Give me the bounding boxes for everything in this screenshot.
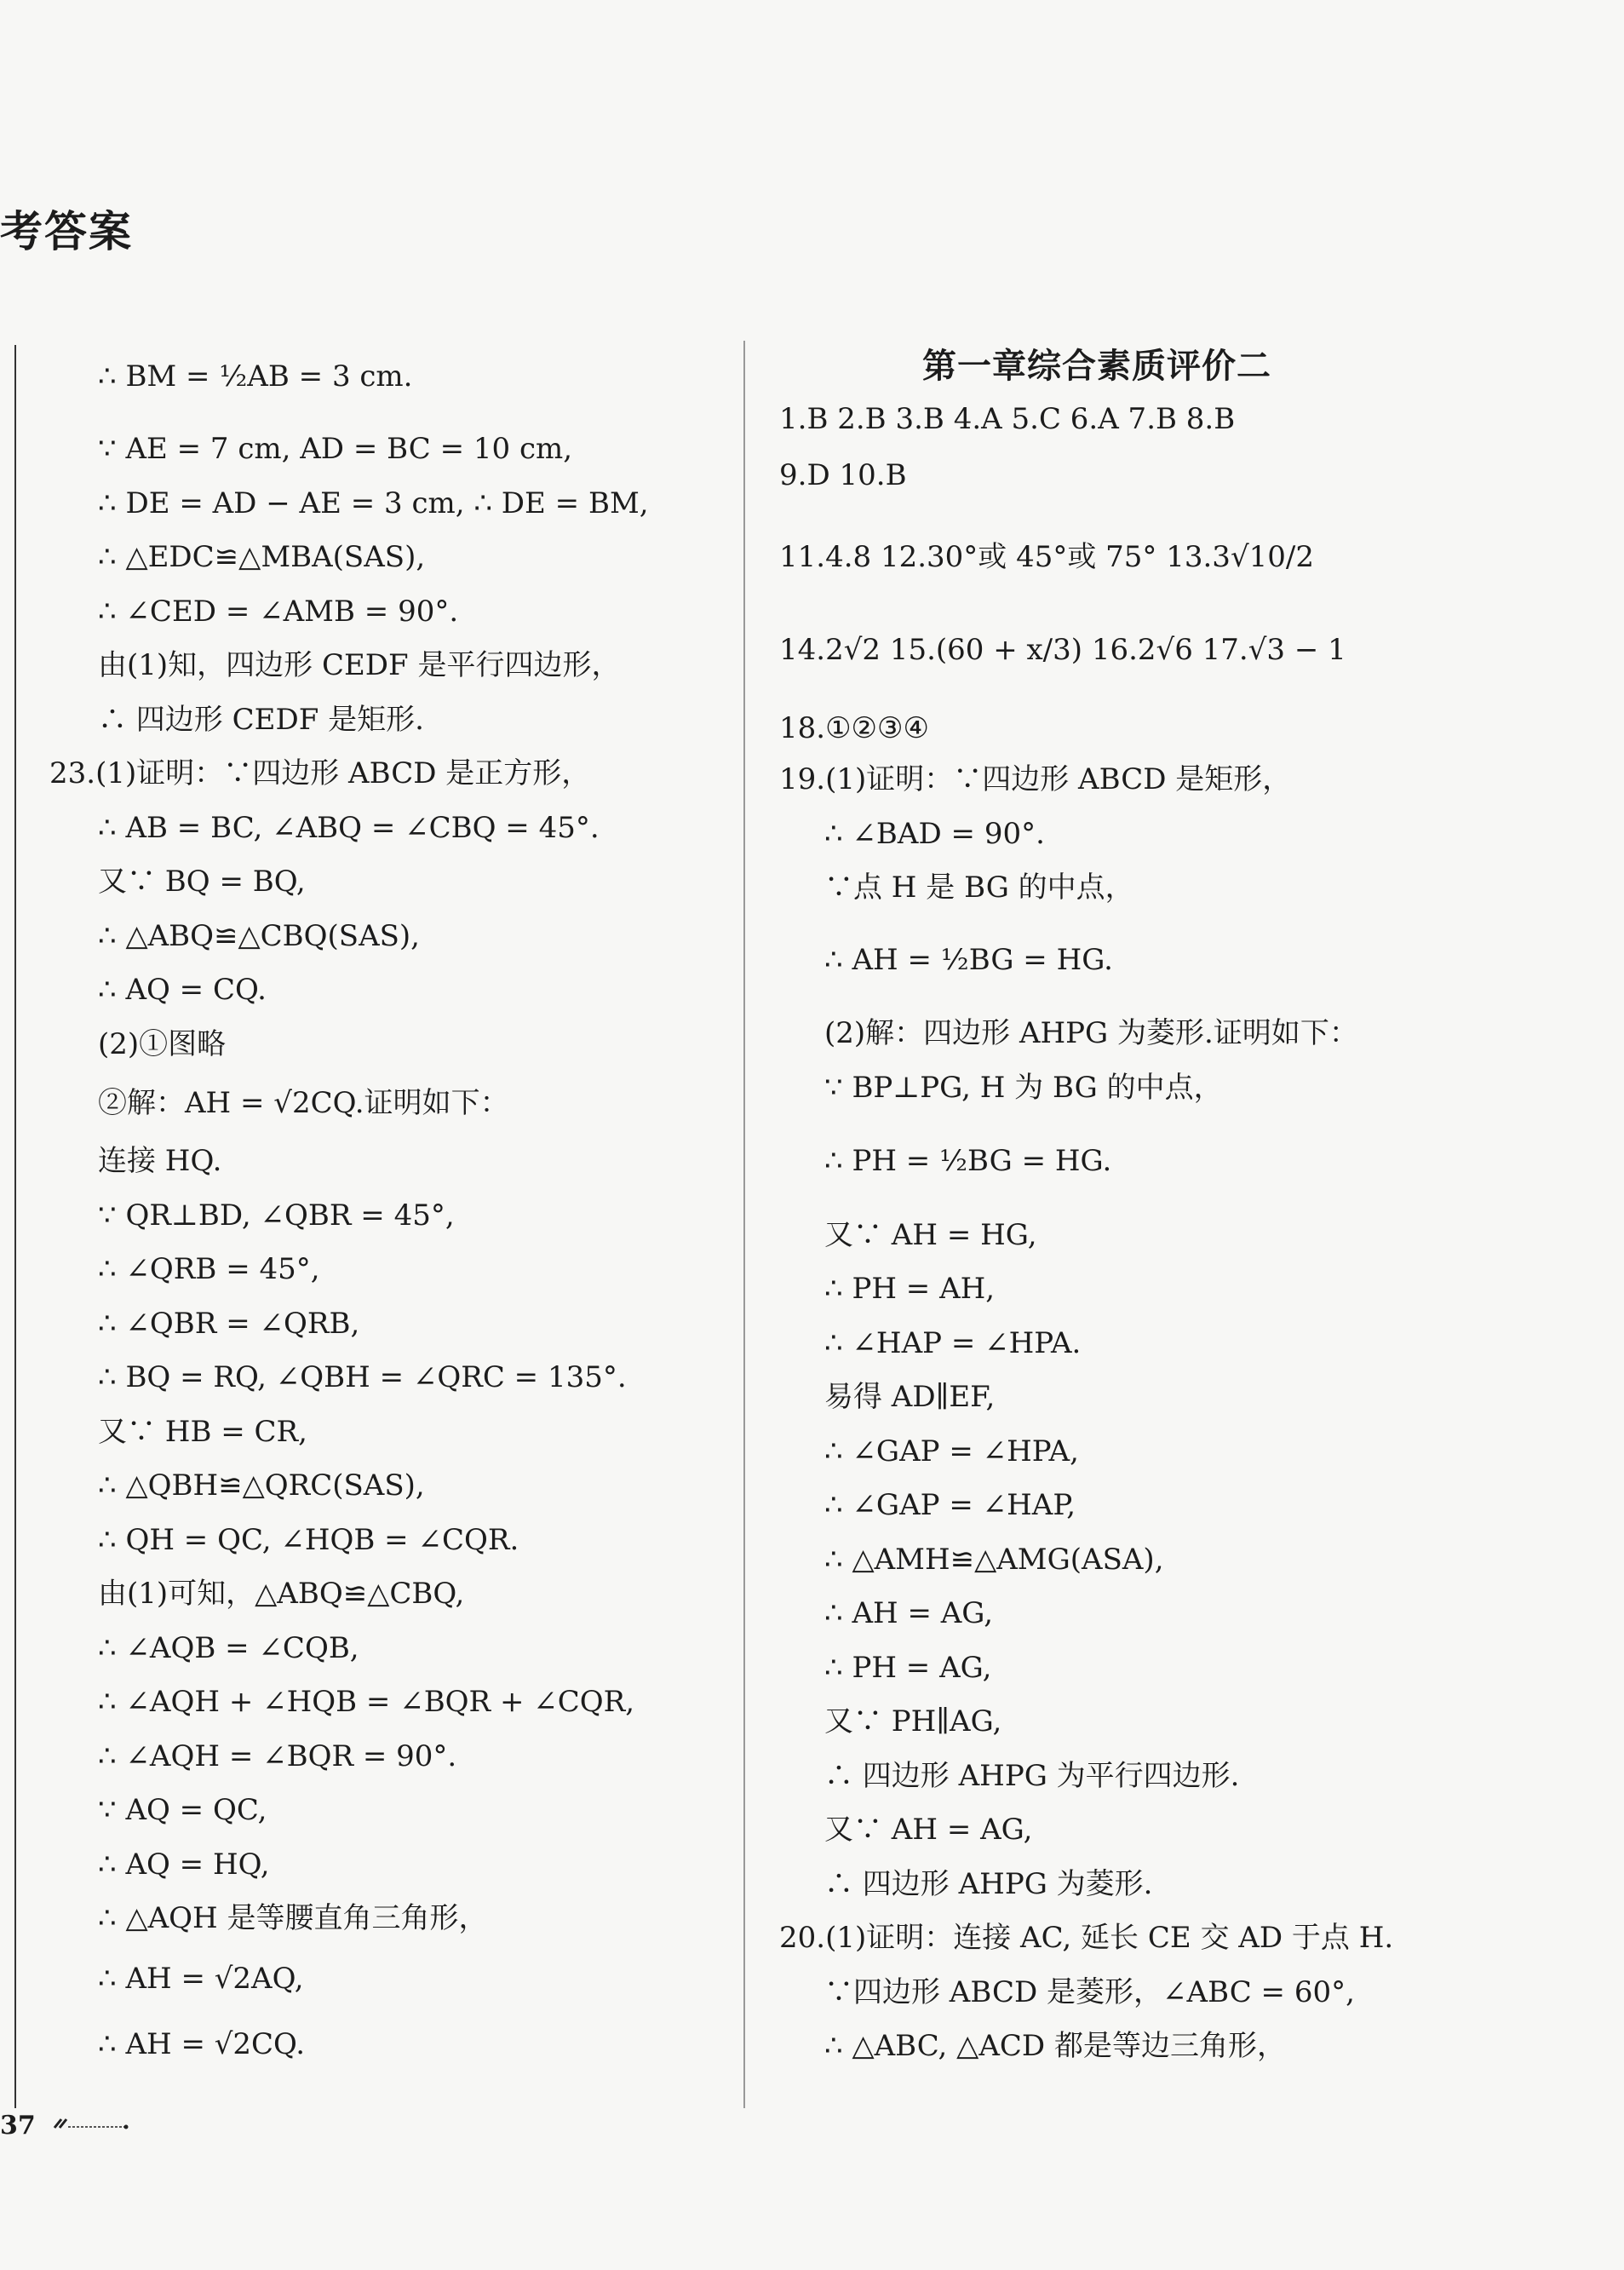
answer-line: ∴ ∠AQH = ∠BQR = 90°.: [98, 1739, 457, 1773]
answer-line: ∴ QH = QC, ∠HQB = ∠CQR.: [98, 1523, 519, 1557]
answer-line: ∵ AQ = QC,: [98, 1793, 267, 1827]
answer-line: ∴ △ABQ≌△CBQ(SAS),: [98, 919, 420, 953]
question-line: 19.(1)证明：∵四边形 ABCD 是矩形，: [779, 762, 1292, 796]
answer-line: ∴ AB = BC, ∠ABQ = ∠CBQ = 45°.: [98, 811, 600, 845]
answer-line: ∴ BM = ½AB = 3 cm.: [98, 359, 413, 394]
answer-line: ∴ AH = √2CQ.: [98, 2027, 306, 2061]
answer-line: ∴ ∠QRB = 45°,: [98, 1252, 320, 1286]
answer-line: ∴ ∠GAP = ∠HAP,: [824, 1488, 1076, 1522]
section-title: 第一章综合素质评价二: [922, 347, 1271, 386]
answer-line: ∴ AH = AG,: [824, 1596, 994, 1630]
answer-line: ∴ △AQH 是等腰直角三角形，: [98, 1901, 488, 1935]
answer-line: 由(1)知，四边形 CEDF 是平行四边形，: [98, 648, 621, 682]
answer-line: ∴ 四边形 AHPG 为平行四边形.: [824, 1759, 1240, 1793]
answer-line: ∴ AQ = HQ,: [98, 1848, 270, 1882]
answer-line: (2)解：四边形 AHPG 为菱形.证明如下：: [824, 1016, 1358, 1050]
answer-line: ∵四边形 ABCD 是菱形，∠ABC = 60°,: [824, 1975, 1355, 2009]
answer-line: 又∵ AH = HG,: [824, 1218, 1037, 1252]
answer-line: ∴ AQ = CQ.: [98, 973, 267, 1007]
answer-line: ∴ PH = AH,: [824, 1272, 996, 1306]
answer-line: 又∵ AH = AG,: [824, 1813, 1033, 1847]
answer-line: 18.①②③④: [779, 711, 929, 745]
answer-line: ∵点 H 是 BG 的中点，: [824, 871, 1134, 905]
answer-line: 又∵ PH∥AG,: [824, 1704, 1002, 1738]
question-line: 23.(1)证明：∵四边形 ABCD 是正方形，: [49, 756, 591, 790]
answer-line: 1.B 2.B 3.B 4.A 5.C 6.A 7.B 8.B: [779, 402, 1236, 436]
answer-line: 易得 AD∥EF,: [824, 1380, 996, 1414]
answer-line: ∴ PH = ½BG = HG.: [824, 1144, 1112, 1178]
answer-line: 由(1)可知，△ABQ≌△CBQ,: [98, 1577, 465, 1611]
answer-line: ∴ DE = AD − AE = 3 cm, ∴ DE = BM,: [98, 486, 649, 520]
answer-line: ∴ PH = AG,: [824, 1651, 992, 1685]
page-header-title: 考答案: [0, 207, 133, 256]
answer-line: ∴ △AMH≌△AMG(ASA),: [824, 1543, 1164, 1577]
answer-line: 连接 HQ.: [98, 1144, 222, 1178]
answer-line: (2)①图略: [98, 1027, 227, 1061]
answer-line: 又∵ HB = CR,: [98, 1415, 307, 1449]
answer-line: ∴ ∠AQB = ∠CQB,: [98, 1631, 359, 1665]
answer-line: ②解：AH = √2CQ.证明如下：: [98, 1086, 509, 1120]
answer-line: ∴ AH = ½BG = HG.: [824, 943, 1113, 977]
answer-line: 11.4.8 12.30°或 45°或 75° 13.3√10/2: [779, 540, 1314, 574]
page-number: 37: [0, 2111, 36, 2141]
answer-line: ∴ 四边形 CEDF 是矩形.: [98, 703, 424, 737]
column-divider: [743, 341, 745, 2108]
question-line: 20.(1)证明：连接 AC, 延长 CE 交 AD 于点 H.: [779, 1921, 1394, 1955]
answer-line: 又∵ BQ = BQ,: [98, 865, 306, 899]
answer-line: 9.D 10.B: [779, 458, 907, 492]
answer-line: ∵ BP⊥PG, H 为 BG 的中点，: [824, 1071, 1223, 1105]
answer-line: ∴ △EDC≌△MBA(SAS),: [98, 540, 426, 574]
page-decoration-icon: [53, 2116, 129, 2131]
answer-line: ∴ ∠GAP = ∠HPA,: [824, 1434, 1079, 1468]
answer-line: ∴ ∠CED = ∠AMB = 90°.: [98, 595, 459, 629]
answer-line: ∴ ∠AQH + ∠HQB = ∠BQR + ∠CQR,: [98, 1685, 635, 1719]
answer-line: ∴ ∠QBR = ∠QRB,: [98, 1307, 360, 1341]
answer-line: ∵ QR⊥BD, ∠QBR = 45°,: [98, 1198, 455, 1233]
answer-line: ∴ △ABC, △ACD 都是等边三角形，: [824, 2029, 1286, 2063]
answer-line: ∴ AH = √2AQ,: [98, 1962, 304, 1996]
answer-line: ∴ BQ = RQ, ∠QBH = ∠QRC = 135°.: [98, 1360, 627, 1394]
answer-line: ∴ ∠BAD = 90°.: [824, 817, 1045, 851]
left-margin-rule: [14, 345, 16, 2108]
answer-line: ∵ AE = 7 cm, AD = BC = 10 cm,: [98, 432, 573, 466]
answer-line: ∴ △QBH≌△QRC(SAS),: [98, 1468, 425, 1503]
answer-line: 14.2√2 15.(60 + x/3) 16.2√6 17.√3 − 1: [779, 633, 1346, 667]
answer-line: ∴ ∠HAP = ∠HPA.: [824, 1326, 1082, 1360]
answer-line: ∴ 四边形 AHPG 为菱形.: [824, 1867, 1153, 1901]
